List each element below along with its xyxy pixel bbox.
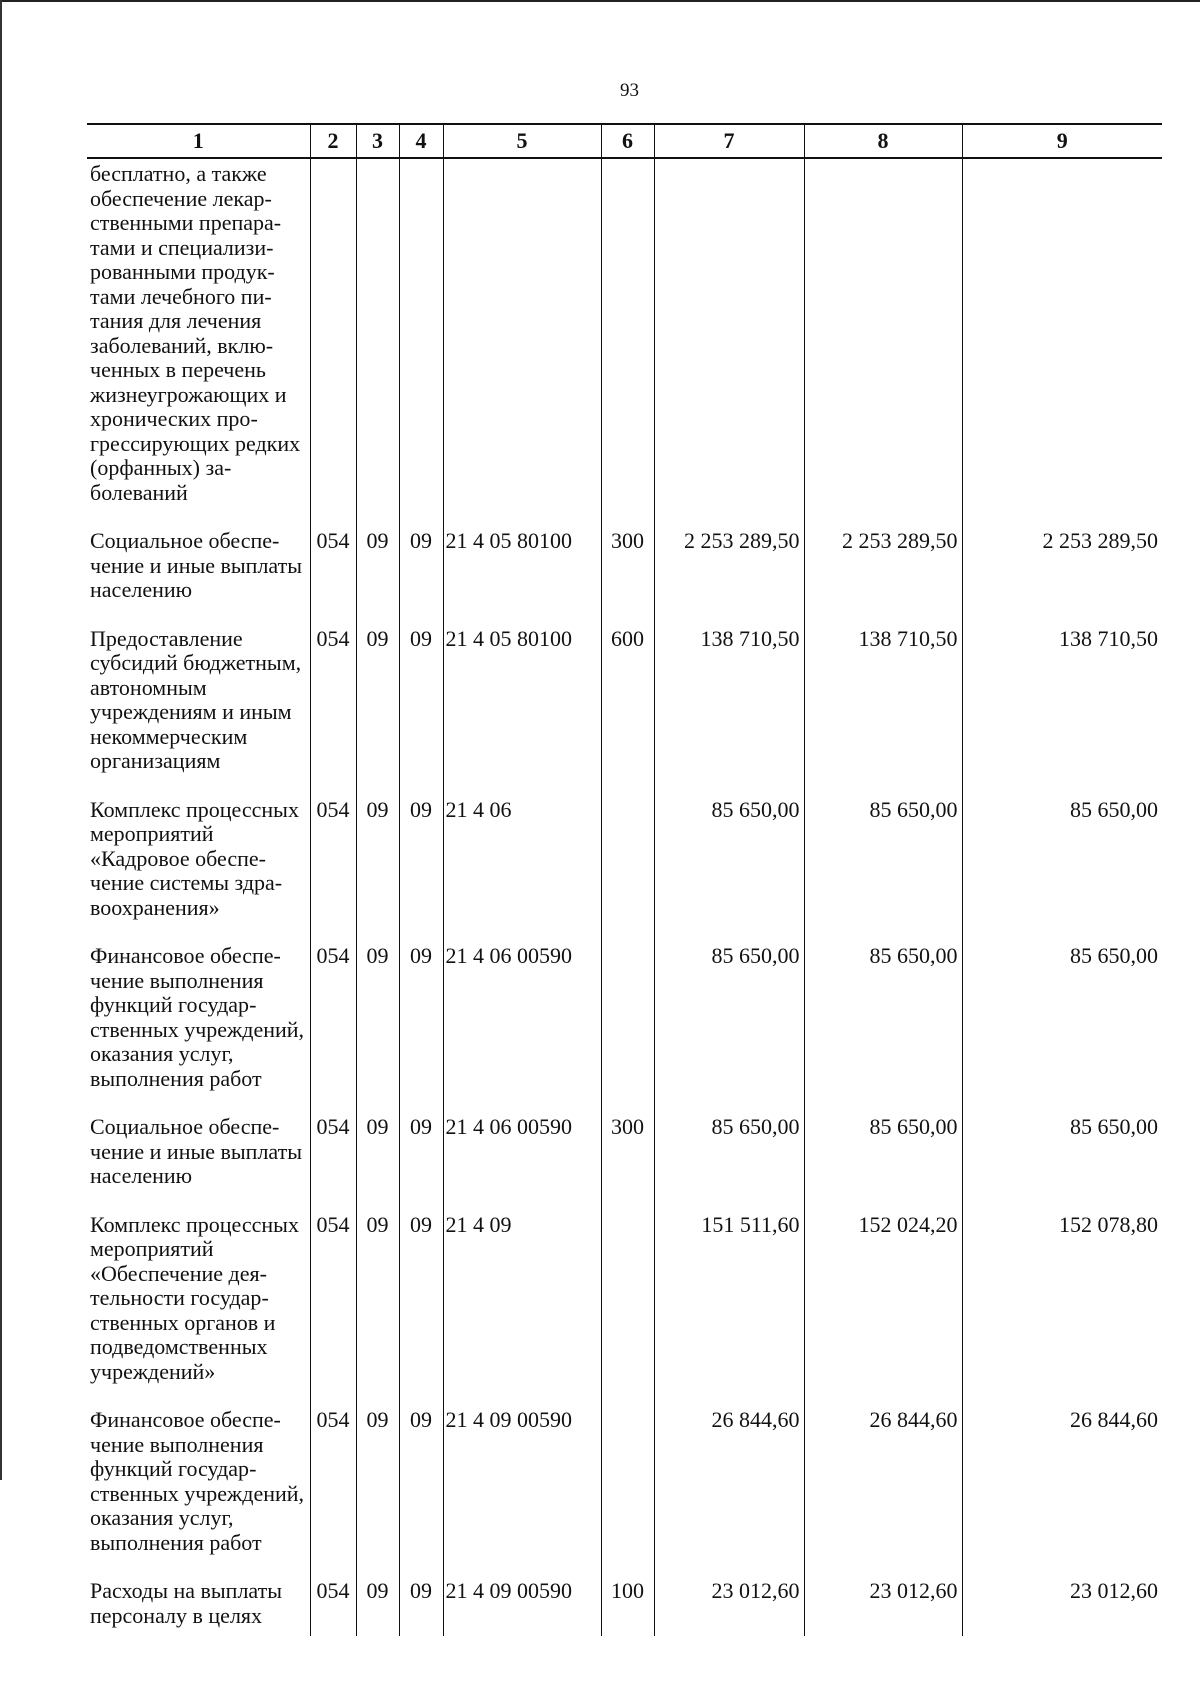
cell-subsection: 09 bbox=[399, 1408, 443, 1579]
cell-amount-year-1: 23 012,60 bbox=[654, 1579, 804, 1636]
cell-subsection: 09 bbox=[399, 798, 443, 945]
cell-subsection: 09 bbox=[399, 1115, 443, 1213]
cell-amount-year-1: 85 650,00 bbox=[654, 798, 804, 945]
header-col-7: 7 bbox=[654, 124, 804, 158]
cell-amount-year-1: 138 710,50 bbox=[654, 627, 804, 798]
cell-target-article: 21 4 06 bbox=[443, 798, 601, 945]
row-description: Расходы на выплаты персоналу в целях bbox=[90, 1578, 283, 1628]
cell-admin-code: 054 bbox=[310, 1115, 356, 1213]
table-row bbox=[87, 158, 1162, 529]
cell-section: 09 bbox=[356, 1213, 399, 1409]
cell-section: 09 bbox=[356, 798, 399, 945]
cell-amount-year-3: 85 650,00 bbox=[962, 944, 1162, 1115]
cell-amount-year-3: 85 650,00 bbox=[962, 1115, 1162, 1213]
cell-target-article: 21 4 06 00590 bbox=[443, 944, 601, 1115]
cell-subsection bbox=[399, 158, 443, 529]
cell-amount-year-3: 85 650,00 bbox=[962, 798, 1162, 945]
cell-subsection: 09 bbox=[399, 1213, 443, 1409]
header-col-2: 2 bbox=[310, 124, 356, 158]
page-number: 93 bbox=[620, 80, 639, 101]
cell-expense-type: 600 bbox=[601, 627, 654, 798]
scan-top-border bbox=[0, 0, 1200, 2]
cell-amount-year-1 bbox=[654, 158, 804, 529]
header-col-3: 3 bbox=[356, 124, 399, 158]
cell-amount-year-1: 85 650,00 bbox=[654, 1115, 804, 1213]
table-row bbox=[87, 798, 1162, 945]
cell-target-article: 21 4 05 80100 bbox=[443, 529, 601, 627]
cell-amount-year-3: 2 253 289,50 bbox=[962, 529, 1162, 627]
cell-amount-year-1: 26 844,60 bbox=[654, 1408, 804, 1579]
header-col-5: 5 bbox=[443, 124, 601, 158]
cell-subsection: 09 bbox=[399, 529, 443, 627]
header-col-4: 4 bbox=[399, 124, 443, 158]
table-row bbox=[87, 529, 1162, 627]
cell-amount-year-3: 138 710,50 bbox=[962, 627, 1162, 798]
cell-expense-type bbox=[601, 944, 654, 1115]
table-row bbox=[87, 944, 1162, 1115]
cell-amount-year-1: 85 650,00 bbox=[654, 944, 804, 1115]
cell-admin-code: 054 bbox=[310, 798, 356, 945]
cell-section: 09 bbox=[356, 1115, 399, 1213]
table-row bbox=[87, 1408, 1162, 1579]
cell-expense-type: 100 bbox=[601, 1579, 654, 1636]
row-description: Комплекс процессных мероприятий «Обеспечение деятельности государственных органов и подведомственных учреждений» bbox=[90, 1211, 299, 1384]
cell-admin-code: 054 bbox=[310, 1579, 356, 1636]
budget-table bbox=[87, 123, 1162, 1636]
row-description: бесплатно, а также обеспечение лекарственными препаратами и специализированными продуктами лечебного питания для лечения заболеваний, включенных в перечень жизнеугрожающих и хронических прогрессирующих редких (орфанных) заболеваний bbox=[90, 161, 301, 505]
cell-expense-type bbox=[601, 1213, 654, 1409]
row-description: Комплекс процессных мероприятий «Кадровое обеспечение системы здравоохранения» bbox=[90, 796, 299, 920]
table-row bbox=[87, 1213, 1162, 1409]
cell-subsection: 09 bbox=[399, 1579, 443, 1636]
cell-admin-code: 054 bbox=[310, 1213, 356, 1409]
cell-section: 09 bbox=[356, 627, 399, 798]
cell-section bbox=[356, 158, 399, 529]
header-col-6: 6 bbox=[601, 124, 654, 158]
cell-amount-year-3 bbox=[962, 158, 1162, 529]
header-row bbox=[87, 124, 1162, 158]
cell-amount-year-3: 152 078,80 bbox=[962, 1213, 1162, 1409]
cell-target-article: 21 4 09 bbox=[443, 1213, 601, 1409]
cell-target-article: 21 4 09 00590 bbox=[443, 1408, 601, 1579]
cell-expense-type bbox=[601, 158, 654, 529]
row-description: Предоставление субсидий бюджетным, автономным учреждениям и иным некоммерческим организациям bbox=[90, 625, 302, 773]
header-col-8: 8 bbox=[804, 124, 962, 158]
row-description: Финансовое обеспечение выполнения функций государственных учреждений, оказания услуг, выполнения работ bbox=[90, 1407, 305, 1555]
cell-expense-type bbox=[601, 1408, 654, 1579]
cell-target-article: 21 4 05 80100 bbox=[443, 627, 601, 798]
cell-amount-year-2: 2 253 289,50 bbox=[804, 529, 962, 627]
row-description: Социальное обеспечение и иные выплаты населению bbox=[90, 528, 303, 602]
cell-admin-code: 054 bbox=[310, 529, 356, 627]
cell-amount-year-2: 85 650,00 bbox=[804, 944, 962, 1115]
cell-target-article: 21 4 09 00590 bbox=[443, 1579, 601, 1636]
header-col-9: 9 bbox=[962, 124, 1162, 158]
cell-admin-code: 054 bbox=[310, 1408, 356, 1579]
cell-admin-code bbox=[310, 158, 356, 529]
cell-section: 09 bbox=[356, 1579, 399, 1636]
cell-section: 09 bbox=[356, 944, 399, 1115]
cell-target-article: 21 4 06 00590 bbox=[443, 1115, 601, 1213]
cell-amount-year-2: 85 650,00 bbox=[804, 798, 962, 945]
cell-amount-year-1: 151 511,60 bbox=[654, 1213, 804, 1409]
cell-subsection: 09 bbox=[399, 627, 443, 798]
cell-amount-year-2 bbox=[804, 158, 962, 529]
table-row bbox=[87, 1579, 1162, 1636]
cell-section: 09 bbox=[356, 1408, 399, 1579]
row-description: Социальное обеспечение и иные выплаты населению bbox=[90, 1114, 303, 1188]
cell-expense-type: 300 bbox=[601, 529, 654, 627]
cell-admin-code: 054 bbox=[310, 944, 356, 1115]
scan-left-border bbox=[0, 0, 2, 1480]
cell-amount-year-2: 152 024,20 bbox=[804, 1213, 962, 1409]
row-description: Финансовое обеспечение выполнения функций государственных учреждений, оказания услуг, выполнения работ bbox=[90, 943, 305, 1091]
cell-amount-year-2: 138 710,50 bbox=[804, 627, 962, 798]
cell-amount-year-3: 26 844,60 bbox=[962, 1408, 1162, 1579]
cell-amount-year-1: 2 253 289,50 bbox=[654, 529, 804, 627]
cell-target-article bbox=[443, 158, 601, 529]
cell-amount-year-2: 85 650,00 bbox=[804, 1115, 962, 1213]
cell-section: 09 bbox=[356, 529, 399, 627]
header-col-1: 1 bbox=[87, 124, 310, 158]
cell-subsection: 09 bbox=[399, 944, 443, 1115]
cell-amount-year-3: 23 012,60 bbox=[962, 1579, 1162, 1636]
cell-admin-code: 054 bbox=[310, 627, 356, 798]
cell-amount-year-2: 23 012,60 bbox=[804, 1579, 962, 1636]
table-row bbox=[87, 1115, 1162, 1213]
table-row bbox=[87, 627, 1162, 798]
cell-amount-year-2: 26 844,60 bbox=[804, 1408, 962, 1579]
cell-expense-type: 300 bbox=[601, 1115, 654, 1213]
cell-expense-type bbox=[601, 798, 654, 945]
